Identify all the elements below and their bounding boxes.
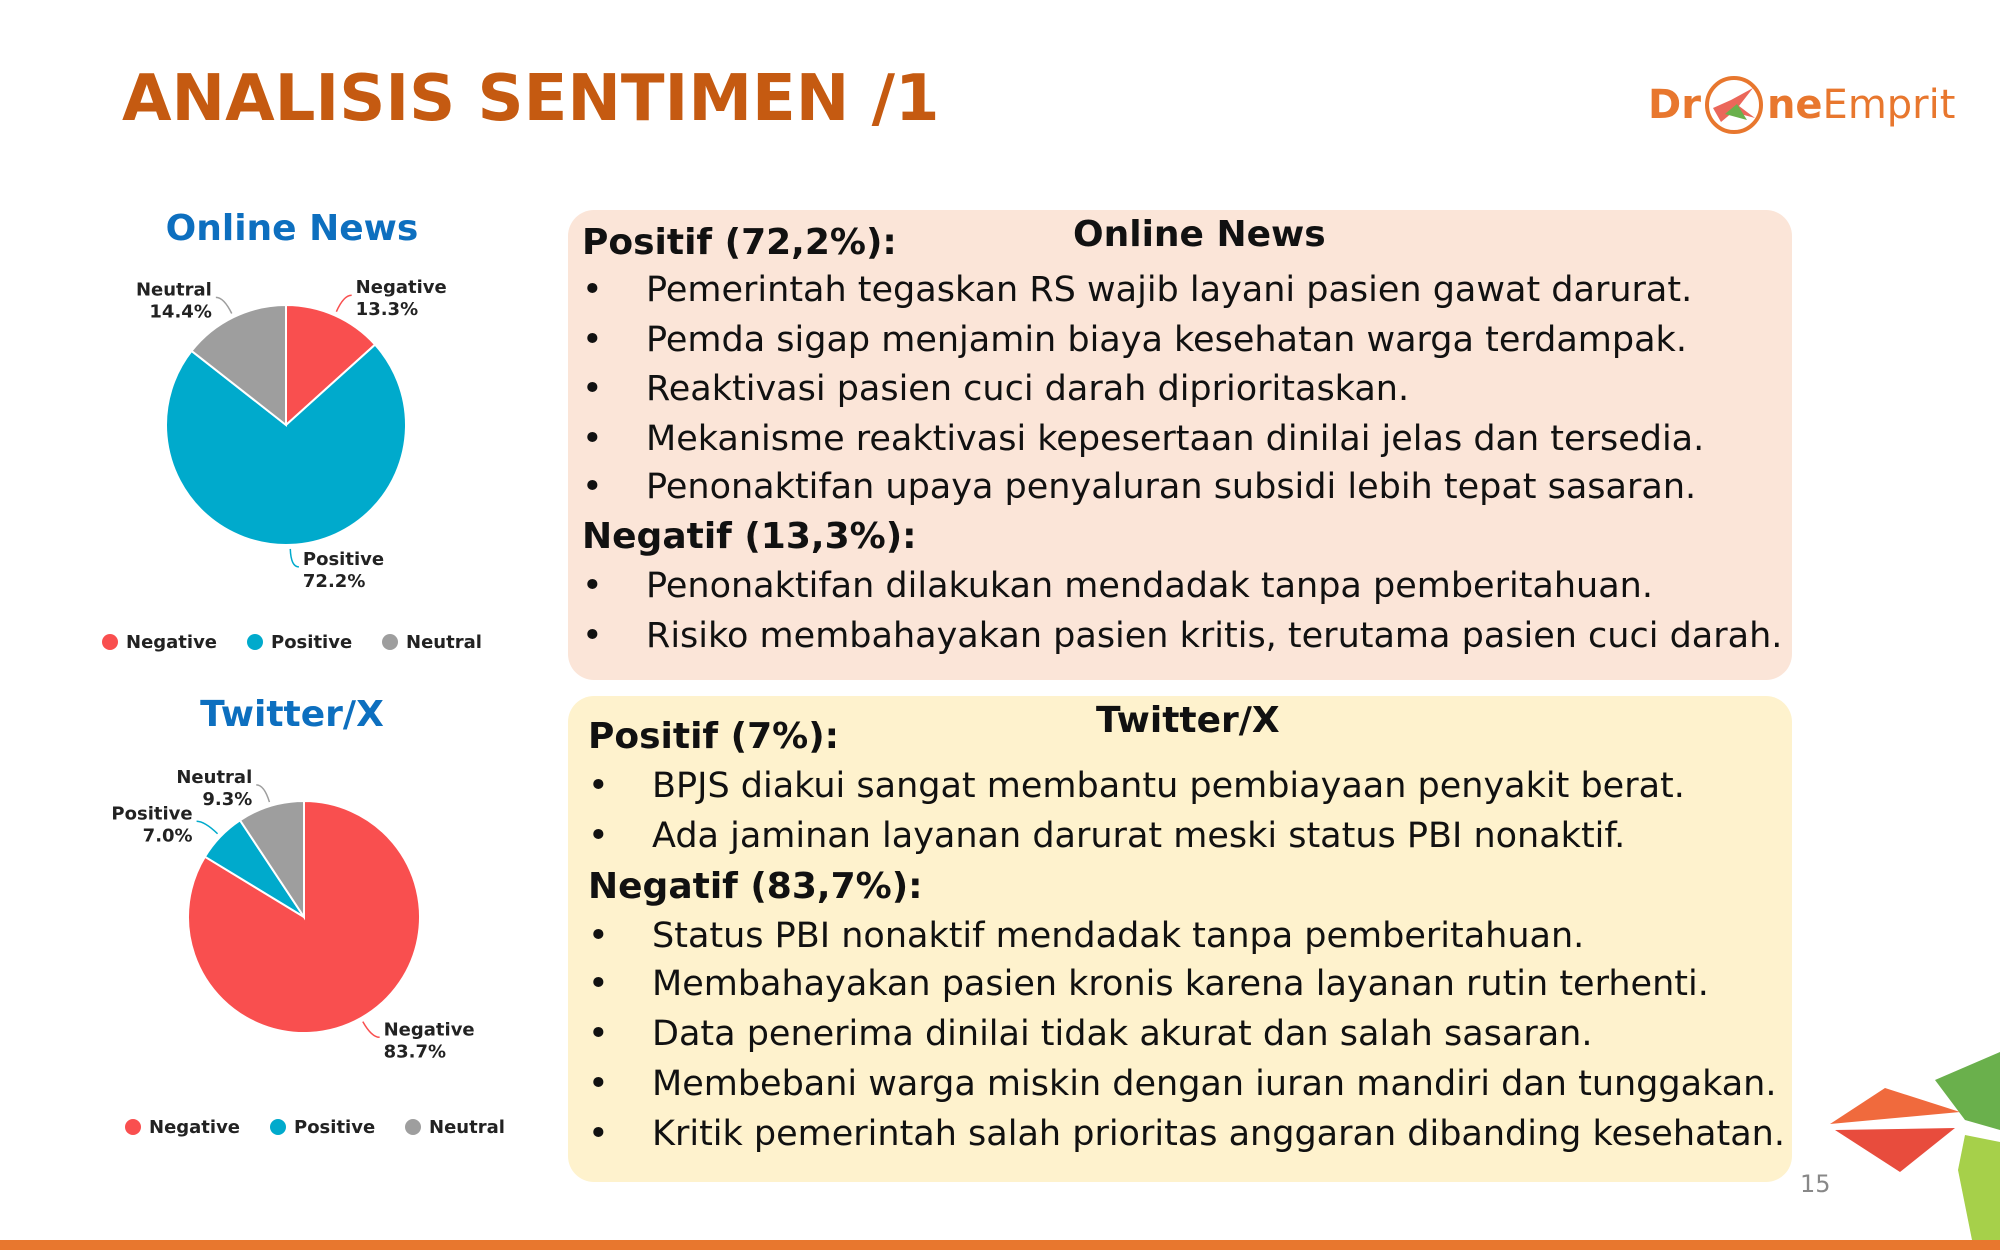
drone-logo-icon — [1703, 74, 1765, 136]
data-label-category-negative: Negative — [355, 277, 447, 299]
positive-heading-news: Positif (72,2%): — [582, 222, 897, 263]
panel-title-online-news: Online News — [1073, 214, 1326, 255]
pie-chart-online-news — [0, 270, 520, 730]
leader-line-negative — [363, 1022, 380, 1038]
bullet-icon: • — [582, 369, 603, 409]
bullet-icon: • — [582, 616, 603, 656]
pie-chart-twitter — [0, 760, 520, 1180]
bullet-icon: • — [588, 964, 609, 1004]
leader-line-neutral — [216, 297, 232, 313]
bullet-icon: • — [582, 467, 603, 507]
bottom-accent-bar — [0, 1240, 2000, 1250]
leader-line-positive — [197, 821, 218, 833]
panel-title-twitter: Twitter/X — [1096, 700, 1280, 741]
data-label-value-negative: 13.3% — [355, 299, 419, 321]
data-label-category-neutral: Neutral — [135, 279, 212, 301]
data-label-category-positive: Positive — [302, 548, 385, 570]
data-label-value-neutral: 14.4% — [149, 301, 212, 323]
bullet-icon: • — [582, 566, 603, 606]
leader-line-negative — [336, 295, 351, 311]
logo-text-part2: ne — [1766, 82, 1823, 128]
chart-title-twitter: Twitter/X — [200, 694, 384, 735]
negative-heading-twitter: Negatif (83,7%): — [588, 866, 923, 907]
bullet-icon: • — [588, 1114, 609, 1154]
data-label-category-negative: Negative — [383, 1019, 475, 1041]
legend-swatch-negative — [125, 1119, 141, 1135]
slide-title: ANALISIS SENTIMEN /1 — [122, 62, 940, 136]
data-label-category-positive: Positive — [111, 803, 193, 825]
data-label-value-negative: 83.7% — [383, 1041, 447, 1063]
panel-online-news: Online News Positif (72,2%): • Pemerintah tegaskan RS wajib layani pasien gawat darurat. • Pemda sigap menjamin biaya kesehatan warga terdampak. • Reaktivasi pasien cuci darah diprioritaskan. • Mekanisme reaktivasi kepesertaan dinilai jelas dan tersedia. • Penonaktifan upaya penyaluran subsidi lebih tepat sasaran. Negatif (13,3%): • Penonaktifan dilakukan mendadak tanpa pemberitahuan. • Risiko membahayakan pasien kritis, terutama pasien cuci darah. — [568, 210, 1792, 680]
logo — [1648, 70, 1955, 140]
bullet-icon: • — [582, 270, 603, 310]
legend-label-positive: Positive — [294, 1117, 376, 1138]
bullet-icon: • — [588, 1014, 609, 1054]
positive-heading-twitter: Positif (7%): — [588, 716, 840, 757]
legend-label-neutral: Neutral — [406, 632, 482, 653]
legend-swatch-negative — [102, 634, 118, 650]
negative-heading-news: Negatif (13,3%): — [582, 516, 917, 557]
legend-label-neutral: Neutral — [429, 1117, 505, 1138]
legend-label-negative: Negative — [126, 632, 218, 653]
chart-title-online-news: Online News — [165, 208, 419, 249]
logo-text-part3: Emprit — [1822, 82, 1956, 128]
bullet-icon: • — [582, 320, 603, 360]
legend-swatch-neutral — [382, 634, 398, 650]
legend-label-negative: Negative — [149, 1117, 241, 1138]
bullet-icon: • — [588, 816, 609, 856]
bullet-icon: • — [588, 916, 609, 956]
leader-line-neutral — [256, 785, 269, 802]
legend-swatch-positive — [247, 634, 263, 650]
data-label-category-neutral: Neutral — [176, 766, 253, 788]
data-label-value-positive: 72.2% — [302, 570, 366, 592]
panel-twitter: Twitter/X Positif (7%): • BPJS diakui sangat membantu pembiayaan penyakit berat. • Ada jaminan layanan darurat meski status PBI nonaktif. Negatif (83,7%): • Status PBI nonaktif mendadak tanpa pemberitahuan. • Membahayakan pasien kronis karena layanan rutin terhenti. • Data penerima dinilai tidak akurat dan salah sasaran. • Membebani warga miskin dengan iuran mandiri dan tunggakan. • Kritik pemerintah salah prioritas anggaran dibanding kesehatan. — [568, 696, 1792, 1182]
bullet-icon: • — [588, 766, 609, 806]
bullet-icon: • — [588, 1064, 609, 1104]
leader-line-positive — [290, 549, 299, 567]
page-number: 15 — [1800, 1170, 1831, 1198]
data-label-value-positive: 7.0% — [142, 825, 193, 847]
bullet-icon: • — [582, 419, 603, 459]
legend-swatch-positive — [270, 1119, 286, 1135]
data-label-value-neutral: 9.3% — [202, 788, 253, 810]
legend-swatch-neutral — [405, 1119, 421, 1135]
logo-text-part1: Dr — [1648, 82, 1701, 128]
legend-label-positive: Positive — [271, 632, 353, 653]
